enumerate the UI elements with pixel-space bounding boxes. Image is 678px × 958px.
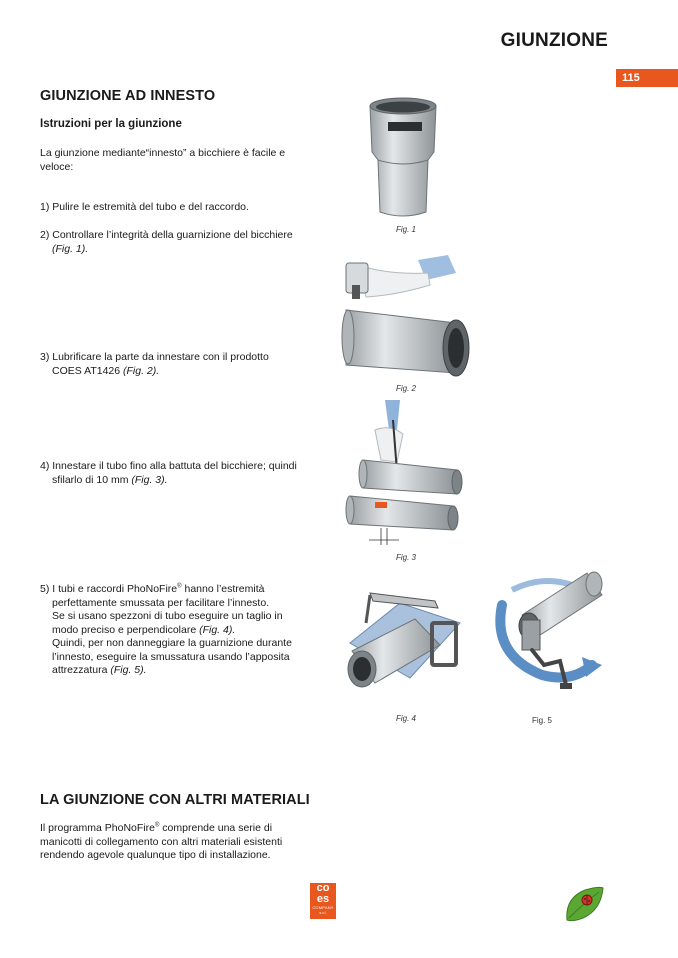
fig-reference: (Fig. 3). <box>131 473 168 486</box>
fig2-caption: Fig. 2 <box>396 384 417 393</box>
coes-logo <box>310 883 336 919</box>
step-4 <box>40 460 325 487</box>
step-5-line5: Quindi, per non danneggiare la guarnizione durante <box>52 637 292 649</box>
step-1: 1) Pulire le estremità del tubo e del raccordo. <box>40 201 249 213</box>
page-title: GIUNZIONE <box>500 30 608 51</box>
page-number-tab: 115 <box>616 69 678 87</box>
fig5-caption: Fig. 5 <box>532 716 553 725</box>
fig2-lubrication-image <box>338 255 473 380</box>
coes-logo-text-1: co <box>316 882 330 894</box>
leaf-ladybug-icon <box>563 884 605 924</box>
fig-reference: (Fig. 5). <box>110 664 147 676</box>
step-4-line2: sfilarlo di 10 mm <box>52 473 129 486</box>
fig4-caption: Fig. 4 <box>396 714 417 723</box>
step-5-line4: modo preciso e perpendicolare <box>52 623 197 636</box>
section2-line2: manicotti di collegamento con altri materiali esistenti <box>40 835 283 848</box>
fig-reference: (Fig. 1). <box>52 242 89 255</box>
step-5-line1-end: hanno l’estremità <box>181 583 265 595</box>
fig3-insertion-image <box>345 400 465 548</box>
section2-line3: rendendo agevole qualunque tipo di installazione. <box>40 849 271 861</box>
fig3-caption: Fig. 3 <box>396 553 417 562</box>
coes-logo-text-2: es <box>316 893 330 905</box>
step-5 <box>40 583 325 678</box>
intro-paragraph: La giunzione mediante“innesto” a bicchiere è facile e veloce: <box>40 147 286 173</box>
section2-paragraph <box>40 822 330 863</box>
registered-mark: ® <box>177 583 182 590</box>
step-2 <box>40 229 320 256</box>
step-3-line: 3) Lubrificare la parte da innestare con il prodotto <box>40 351 269 363</box>
section-subtitle: Istruzioni per la giunzione <box>40 118 182 130</box>
fig-reference: (Fig. 4). <box>199 623 236 636</box>
fig1-caption: Fig. 1 <box>396 225 417 234</box>
section2-line1-end: comprende una serie di <box>159 822 273 834</box>
section2-line1: Il programma PhoNoFire <box>40 822 155 834</box>
step-3 <box>40 351 320 378</box>
section-title-innesto: GIUNZIONE AD INNESTO <box>40 88 216 104</box>
step-2-line: 2) Controllare l’integrità della guarnizione del bicchiere <box>40 229 293 241</box>
step-5-line1: 5) I tubi e raccordi PhoNoFire <box>40 583 178 595</box>
step-5-line6: l’innesto, eseguire la smussatura usando l’apposita <box>52 650 290 663</box>
step-4-line: 4) Innestare il tubo fino alla battuta del bicchiere; quindi <box>40 460 297 472</box>
fig4-cutting-image <box>340 583 465 698</box>
fig1-pipe-image <box>358 94 448 222</box>
section-title-altri-materiali: LA GIUNZIONE CON ALTRI MATERIALI <box>40 792 310 808</box>
coes-logo-text-4: s.r.l. <box>319 910 327 915</box>
step-5-line3: Se si usano spezzoni di tubo eseguire un taglio in <box>52 610 283 622</box>
registered-mark: ® <box>154 822 160 829</box>
step-5-line2: perfettamente smussata per facilitare l’innesto. <box>52 596 270 609</box>
fig-reference: (Fig. 2). <box>123 364 160 377</box>
fig5-bevelling-image <box>482 565 612 705</box>
step-5-line7: attrezzatura <box>52 664 108 676</box>
product-code: COES AT1426 <box>52 364 121 377</box>
coes-logo-text-3: COMPANY <box>312 905 334 910</box>
